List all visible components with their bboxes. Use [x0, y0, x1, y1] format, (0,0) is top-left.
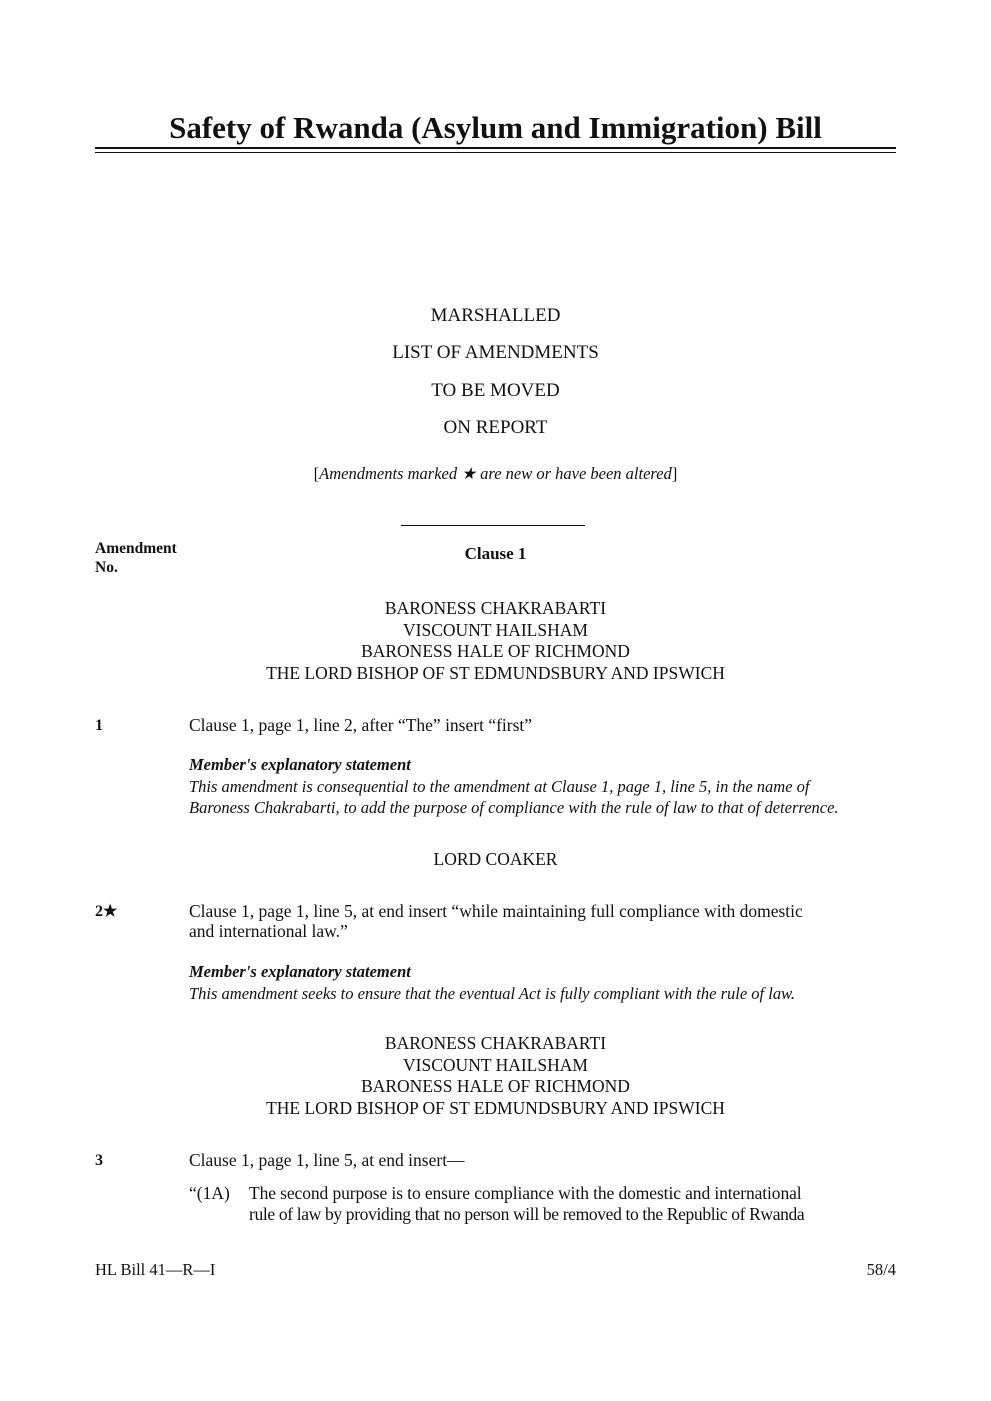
subsection-text: The second purpose is to ensure compliance with the domestic and international: [249, 1183, 802, 1203]
heading-line: LIST OF AMENDMENTS: [392, 342, 599, 363]
amendment-column-label: Amendment: [95, 540, 177, 557]
amendment-number: 3: [95, 1152, 103, 1169]
heading-line: ON REPORT: [443, 417, 548, 438]
amendments-note: [95, 463, 896, 485]
heading-line: TO BE MOVED: [431, 380, 560, 401]
amendment-text: Clause 1, page 1, line 2, after “The” insert “first”: [189, 715, 533, 735]
statement-text: Baroness Chakrabarti, to add the purpose of compliance with the rule of law to that of deterrence.: [189, 798, 839, 817]
sponsor-name: BARONESS HALE OF RICHMOND: [361, 641, 630, 661]
sponsor-name: THE LORD BISHOP OF ST EDMUNDSBURY AND IPSWICH: [266, 663, 725, 683]
section-rule: [401, 525, 585, 526]
sponsor-name: LORD COAKER: [433, 849, 558, 869]
title-rule-thin: [95, 152, 896, 153]
bill-title: Safety of Rwanda (Asylum and Immigration) Bill: [169, 110, 822, 145]
amendment-text: Clause 1, page 1, line 5, at end insert—: [189, 1150, 465, 1170]
heading-line: MARSHALLED: [430, 305, 561, 326]
sponsor-name: VISCOUNT HAILSHAM: [403, 1055, 588, 1075]
statement-text: This amendment seeks to ensure that the eventual Act is fully compliant with the rule of law.: [189, 984, 795, 1003]
statement-text: This amendment is consequential to the amendment at Clause 1, page 1, line 5, in the name of: [189, 777, 810, 796]
footer-bill-ref: HL Bill 41—R—I: [95, 1260, 216, 1279]
sponsor-name: THE LORD BISHOP OF ST EDMUNDSBURY AND IPSWICH: [266, 1098, 725, 1118]
sponsor-name: BARONESS CHAKRABARTI: [384, 598, 607, 618]
sponsor-name: BARONESS CHAKRABARTI: [384, 1033, 607, 1053]
note-text: Amendments marked ★ are new or have been altered: [319, 464, 672, 483]
subsection-text: rule of law by providing that no person will be removed to the Republic of Rwanda: [249, 1204, 805, 1224]
bracket: ]: [671, 464, 678, 483]
title-rule: [95, 147, 896, 149]
amendment-text: Clause 1, page 1, line 5, at end insert “while maintaining full compliance with domestic: [189, 901, 803, 921]
amendment-column-label: No.: [95, 559, 118, 576]
statement-heading: Member's explanatory statement: [189, 755, 411, 774]
amendment-number: 2★: [95, 903, 118, 920]
footer-page-ref: 58/4: [866, 1260, 896, 1279]
sponsor-name: VISCOUNT HAILSHAM: [403, 620, 588, 640]
amendment-number: 1: [95, 717, 103, 734]
amendment-text: and international law.”: [189, 921, 348, 941]
bracket: [: [313, 464, 320, 483]
statement-heading: Member's explanatory statement: [189, 962, 411, 981]
clause-heading: Clause 1: [464, 544, 527, 563]
sponsor-name: BARONESS HALE OF RICHMOND: [361, 1076, 630, 1096]
subsection-label: “(1A): [189, 1183, 230, 1203]
